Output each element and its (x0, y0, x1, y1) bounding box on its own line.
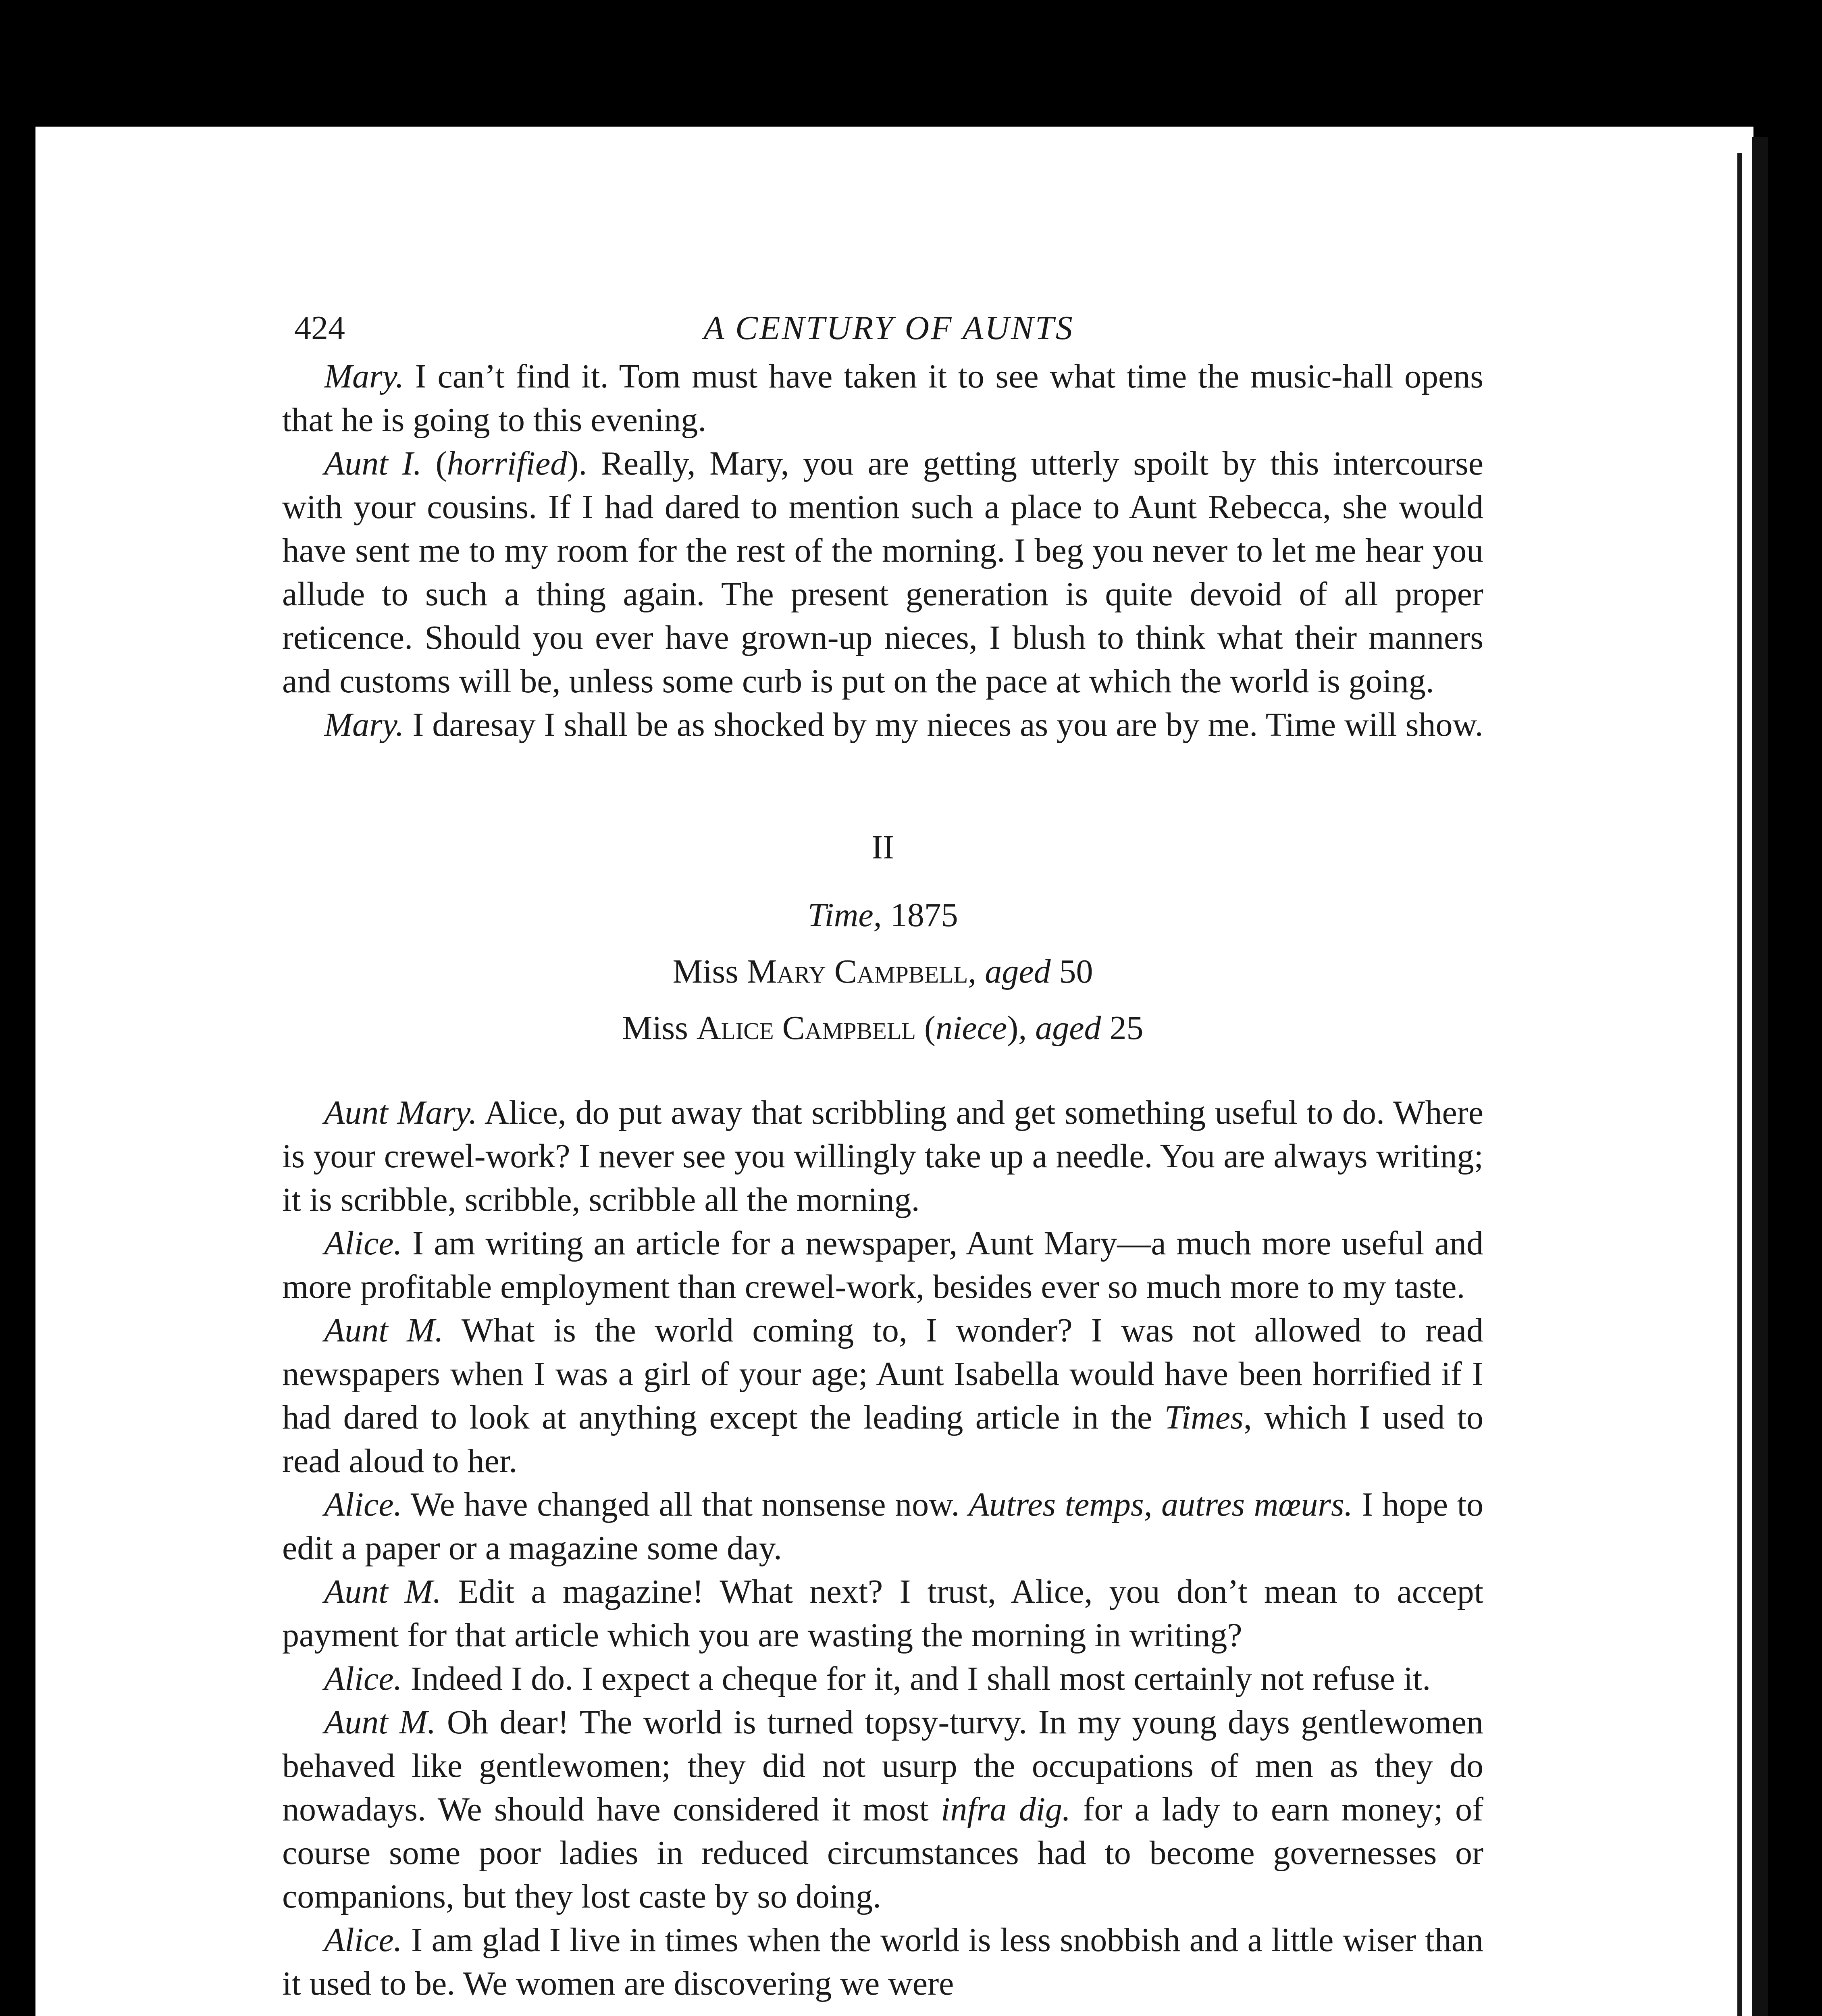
page-gutter-shadow (1737, 153, 1742, 2016)
speaker-name: Aunt Mary. (324, 1094, 477, 1131)
time-year: 1875 (882, 896, 958, 934)
speaker-name: Aunt I. (324, 445, 422, 482)
dialogue-paragraph (282, 703, 1483, 747)
direction-close: ). (567, 445, 587, 482)
speaker-name: Aunt M. (324, 1312, 443, 1349)
italic-term: Autres temps, autres mœurs. (968, 1486, 1353, 1523)
spacer (282, 1063, 1483, 1091)
cast-last-name: Campbell (826, 953, 968, 990)
dialogue-paragraph (282, 442, 1483, 703)
dialogue-paragraph (282, 1091, 1483, 1222)
page-text (282, 306, 1483, 2006)
dialogue-text: Oh dear! The world is turned topsy-turvy. In my young days gentlewomen behaved like gentlewomen; they did not usurp the occupations of men as they do nowadays. We should have considered it most (282, 1704, 1483, 1828)
dialogue-paragraph (282, 1222, 1483, 1309)
page-number: 424 (294, 309, 345, 347)
dialogue-text: Alice, do put away that scribbling and get something useful to do. Where is your crewel-work? I never see you willingly take up a needle. You are always writing; it is scribble, scribble, scribble all the morning. (282, 1094, 1483, 1218)
dialogue-text: Indeed I do. I expect a cheque for it, and I shall most certainly not refuse it. (402, 1660, 1431, 1697)
cast-title: Miss (672, 953, 747, 990)
cast-age: 25 (1101, 1009, 1144, 1047)
dialogue-text: What is the world coming to, I wonder? I was not allowed to read newspapers when I was a girl of your age; Aunt Isabella would have been horrified if I had dared to look at anything except the leading article in the (282, 1312, 1483, 1436)
speaker-name: Mary. (324, 706, 404, 744)
dialogue-paragraph (282, 1483, 1483, 1570)
dialogue-paragraph (282, 1701, 1483, 1918)
cast-relation: niece (936, 1009, 1007, 1047)
cast-title: Miss (622, 1009, 697, 1047)
dialogue-text: I daresay I shall be as shocked by my nieces as you are by me. Time will show. (404, 706, 1483, 744)
dialogue-text: I can’t find it. Tom must have taken it to see what time the music-hall opens that he is going to this evening. (282, 358, 1483, 439)
speaker-name: Aunt M. (324, 1704, 436, 1741)
dialogue-paragraph (282, 1570, 1483, 1657)
time-label: Time, (807, 896, 882, 934)
dialogue-paragraph (282, 1657, 1483, 1701)
speaker-name: Mary. (324, 358, 404, 395)
cast-entry (282, 950, 1483, 993)
cast-entry: Miss Alice Campbell (niece), aged 25 (622, 1009, 1144, 1047)
running-title: A CENTURY OF AUNTS (703, 309, 1074, 347)
cast-age: 50 (1050, 953, 1093, 990)
speaker-name: Alice. (324, 1921, 402, 1959)
dialogue-paragraph (282, 1309, 1483, 1483)
dialogue-paragraph (282, 355, 1483, 442)
scene-time (282, 893, 1483, 937)
speaker-name: Alice. (324, 1225, 402, 1262)
cast-last-name: Campbell (774, 1009, 916, 1047)
direction-open: ( (422, 445, 447, 482)
cast-first-name: Mary (747, 953, 826, 990)
dialogue-text: I am writing an article for a newspaper, Aunt Mary—a much more useful and more profitable employment than crewel-work, besides ever so much more to my taste. (282, 1225, 1483, 1306)
dialogue-text: , which I used to read aloud to her. (282, 1399, 1483, 1480)
cast-first-name: Alice (696, 1009, 774, 1047)
dialogue-text: We have changed all that nonsense now. (402, 1486, 969, 1523)
dialogue-text: I hope to edit a paper or a magazine some day. (282, 1486, 1483, 1567)
dialogue-text: Edit a magazine! What next? I trust, Alice, you don’t mean to accept payment for that article which you are wasting the morning in writing? (282, 1573, 1483, 1654)
speaker-name: Alice. (324, 1486, 402, 1523)
page-edge (1752, 137, 1768, 2016)
section-numeral: II (871, 829, 894, 866)
cast-age-label: , aged (1018, 1009, 1101, 1047)
speaker-name: Alice. (324, 1660, 402, 1697)
italic-term: infra dig. (941, 1791, 1071, 1828)
dialogue-text: for a lady to earn money; of course some poor ladies in reduced circumstances had to become governesses or companions, but they lost caste by so doing. (282, 1791, 1483, 1915)
italic-term: Times (1164, 1399, 1244, 1436)
dialogue-text: I am glad I live in times when the world is less snobbish and a little wiser than it used to be. We women are discovering we were (282, 1921, 1483, 2002)
stage-direction: horrified (447, 445, 568, 482)
speaker-name: Aunt M. (324, 1573, 441, 1610)
dialogue-paragraph (282, 1918, 1483, 2006)
cast-age-label: , aged (968, 953, 1051, 990)
dialogue-text: Really, Mary, you are getting utterly spoilt by this intercourse with your cousins. If I had dared to mention such a place to Aunt Rebecca, she would have sent me to my room for the rest of the morning. I beg you never to let me hear you allude to such a thing again. The present generation is quite devoid of all proper reticence. Should you ever have grown-up nieces, I blush to think what their manners and customs will be, unless some curb is put on the pace at which the world is going. (282, 445, 1484, 700)
running-head (294, 306, 1483, 355)
